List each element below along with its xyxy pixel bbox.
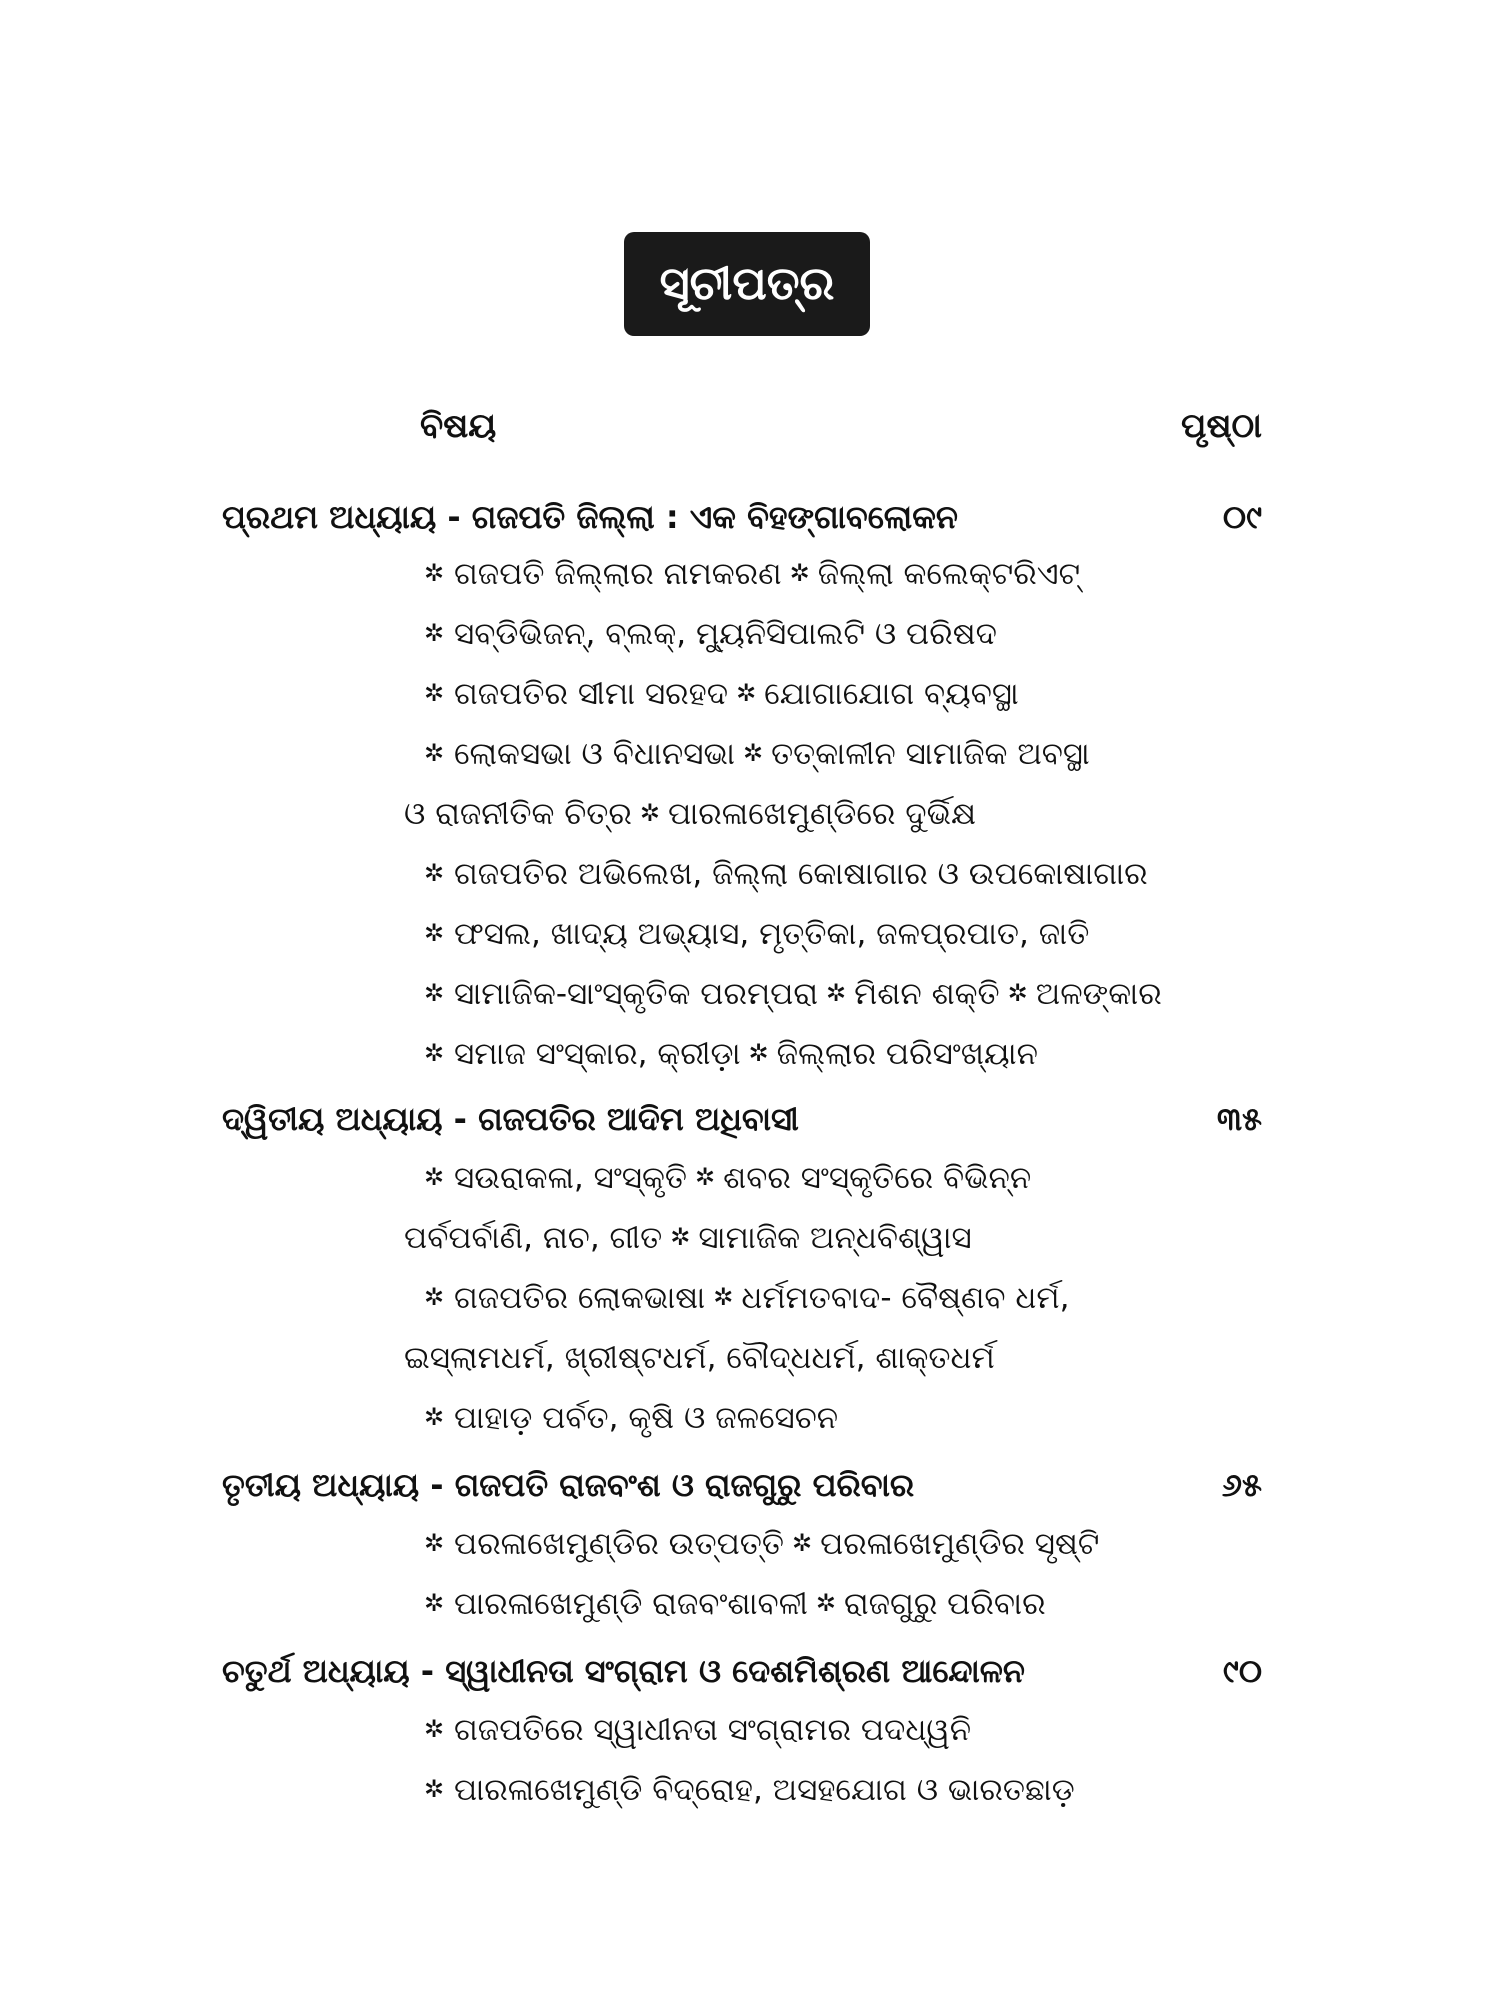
topic-item: ତତ୍କାଳୀନ ସାମାଜିକ ଅବସ୍ଥା <box>771 736 1090 772</box>
bullet-star-icon: ✲ <box>670 1223 691 1251</box>
topic-line <box>424 916 1089 964</box>
bullet-star-icon: ✲ <box>1007 979 1028 1007</box>
bullet-star-icon: ✲ <box>713 1283 734 1311</box>
topic-item: ଇସ୍‌ଲାମଧର୍ମ, ଖ୍ରୀଷ୍ଟଧର୍ମ, ବୌଦ୍ଧଧର୍ମ, ଶାକ୍ତଧର୍ମ <box>404 1340 995 1376</box>
chapter-heading <box>222 1466 1262 1516</box>
topic-line <box>424 1160 1031 1208</box>
bullet-star-icon: ✲ <box>826 979 847 1007</box>
chapter-heading <box>222 1100 1262 1150</box>
chapter-title: ତୃତୀୟ ଅଧ୍ୟାୟ - ଗଜପତି ରାଜବଂଶ ଓ ରାଜଗୁରୁ ପରିବାର <box>222 1466 915 1504</box>
bullet-star-icon: ✲ <box>736 679 757 707</box>
topic-item: ପାରଳାଖେମୁଣ୍ଡିରେ ଦୁର୍ଭିକ୍ଷ <box>668 796 977 832</box>
subject-column-header: ବିଷୟ <box>420 406 497 446</box>
topic-item: ଗଜପତିରେ ସ୍ୱାଧୀନତା ସଂଗ୍ରାମର ପଦଧ୍ୱନି <box>454 1712 972 1748</box>
chapter-page-number: ୩୫ <box>1216 1100 1262 1138</box>
page-title: ସୂଚୀପତ୍ର <box>659 256 835 310</box>
topic-item: ପରଳାଖେମୁଣ୍ଡିର ସୃଷ୍ଟି <box>820 1526 1100 1562</box>
topic-line <box>424 1526 1099 1574</box>
bullet-star-icon: ✲ <box>424 979 445 1007</box>
topic-line <box>424 856 1148 904</box>
chapter-title: ପ୍ରଥମ ଅଧ୍ୟାୟ - ଗଜପତି ଜିଲ୍ଲା : ଏକ ବିହଙ୍ଗାବଲୋକନ <box>222 498 958 536</box>
bullet-star-icon: ✲ <box>424 559 445 587</box>
bullet-star-icon: ✲ <box>424 1163 445 1191</box>
topic-item: ରାଜଗୁରୁ ପରିବାର <box>843 1586 1046 1622</box>
topic-item: ଲୋକସଭା ଓ ବିଧାନସଭା <box>454 736 735 772</box>
topic-item: ଗଜପତି ଜିଲ୍ଲାର ନାମକରଣ <box>454 556 782 592</box>
topic-item: ସବ୍‌ଡିଭିଜନ୍, ବ୍ଲକ୍, ମ୍ୟୁନିସିପାଲଟି ଓ ପରିଷଦ <box>454 616 997 652</box>
chapter-page-number: ୬୫ <box>1221 1466 1262 1504</box>
chapter-heading <box>222 498 1262 548</box>
topic-item: ଗଜପତିର ଅଭିଲେଖ, ଜିଲ୍ଲା କୋଷାଗାର ଓ ଉପକୋଷାଗାର <box>454 856 1148 892</box>
bullet-star-icon: ✲ <box>424 619 445 647</box>
chapter-page-number: ୦୯ <box>1222 498 1262 536</box>
topic-line <box>424 1712 971 1760</box>
bullet-star-icon: ✲ <box>695 1163 716 1191</box>
bullet-star-icon: ✲ <box>424 1403 445 1431</box>
bullet-star-icon: ✲ <box>424 679 445 707</box>
bullet-star-icon: ✲ <box>639 799 661 827</box>
topic-item: ଜିଲ୍ଲା କଲେକ୍ଟରିଏଟ୍ <box>817 556 1081 592</box>
topic-item: ମିଶନ ଶକ୍ତି <box>854 976 1000 1012</box>
topic-line <box>424 1280 1069 1328</box>
topic-item: ଗଜପତିର ସୀମା ସରହଦ <box>454 676 729 712</box>
bullet-star-icon: ✲ <box>742 739 764 767</box>
chapter-page-number: ୯୦ <box>1222 1652 1262 1690</box>
topic-line <box>404 1220 972 1268</box>
topic-item: ଅଳଙ୍କାର <box>1035 976 1162 1012</box>
topic-item: ଶବର ସଂସ୍କୃତିରେ ବିଭିନ୍ନ <box>723 1160 1032 1196</box>
topic-item: ପାରଳାଖେମୁଣ୍ଡି ରାଜବଂଶାବଳୀ <box>454 1586 808 1622</box>
bullet-star-icon: ✲ <box>424 1775 445 1803</box>
chapter-title: ଦ୍ୱିତୀୟ ଅଧ୍ୟାୟ - ଗଜପତିର ଆଦିମ ଅଧିବାସୀ <box>222 1100 799 1138</box>
bullet-star-icon: ✲ <box>424 1589 445 1617</box>
title-banner <box>624 232 870 336</box>
topic-item: ଓ ରାଜନୀତିକ ଚିତ୍ର <box>404 796 632 832</box>
topic-item: ପରଳାଖେମୁଣ୍ଡିର ଉତ୍ପତ୍ତି <box>454 1526 784 1562</box>
topic-item: ସମାଜ ସଂସ୍କାର, କ୍ରୀଡ଼ା <box>454 1036 741 1072</box>
topic-line <box>404 796 976 844</box>
bullet-star-icon: ✲ <box>748 1039 769 1067</box>
bullet-star-icon: ✲ <box>424 1715 445 1743</box>
topic-line <box>424 1400 838 1448</box>
topic-line <box>424 1772 1075 1820</box>
topic-line <box>424 976 1162 1024</box>
topic-line <box>424 556 1080 604</box>
bullet-star-icon: ✲ <box>789 559 810 587</box>
topic-line <box>424 676 1019 724</box>
bullet-star-icon: ✲ <box>424 919 445 947</box>
topic-item: ସାମାଜିକ ଅନ୍ଧବିଶ୍ୱାସ <box>698 1220 972 1256</box>
topic-line <box>404 1340 995 1388</box>
bullet-star-icon: ✲ <box>424 1283 445 1311</box>
topic-line <box>424 616 997 664</box>
topic-item: ଜିଲ୍ଲାର ପରିସଂଖ୍ୟାନ <box>776 1036 1038 1072</box>
bullet-star-icon: ✲ <box>424 739 445 767</box>
topic-item: ପର୍ବପର୍ବାଣି, ନାଚ, ଗୀତ <box>404 1220 663 1256</box>
page-column-header: ପୃଷ୍ଠା <box>1181 406 1262 446</box>
topic-line <box>424 1036 1038 1084</box>
topic-line <box>424 736 1090 784</box>
chapter-heading <box>222 1652 1262 1702</box>
bullet-star-icon: ✲ <box>424 1039 445 1067</box>
chapter-title: ଚତୁର୍ଥ ଅଧ୍ୟାୟ - ସ୍ୱାଧୀନତା ସଂଗ୍ରାମ ଓ ଦେଶମିଶ୍ରଣ ଆନ୍ଦୋଳନ <box>222 1652 1025 1690</box>
topic-item: ସଉରାକଳା, ସଂସ୍କୃତି <box>454 1160 688 1196</box>
bullet-star-icon: ✲ <box>815 1589 836 1617</box>
bullet-star-icon: ✲ <box>424 1529 445 1557</box>
topic-item: ଧର୍ମମତବାଦ- ବୈଷ୍ଣବ ଧର୍ମ, <box>741 1280 1070 1316</box>
topic-item: ଯୋଗାଯୋଗ ବ୍ୟବସ୍ଥା <box>764 676 1019 712</box>
topic-item: ପାରଳାଖେମୁଣ୍ଡି ବିଦ୍ରୋହ, ଅସହଯୋଗ ଓ ଭାରତଛାଡ଼ <box>454 1772 1075 1808</box>
topic-item: ସାମାଜିକ-ସାଂସ୍କୃତିକ ପରମ୍ପରା <box>454 976 818 1012</box>
topic-item: ପାହାଡ଼ ପର୍ବତ, କୃଷି ଓ ଜଳସେଚନ <box>454 1400 839 1436</box>
bullet-star-icon: ✲ <box>792 1529 813 1557</box>
bullet-star-icon: ✲ <box>424 859 445 887</box>
topic-line <box>424 1586 1046 1634</box>
topic-item: ଗଜପତିର ଲୋକଭାଷା <box>454 1280 706 1316</box>
topic-item: ଫସଲ, ଖାଦ୍ୟ ଅଭ୍ୟାସ, ମୃତ୍ତିକା, ଜଳପ୍ରପାତ, ଜାତି <box>454 916 1090 952</box>
